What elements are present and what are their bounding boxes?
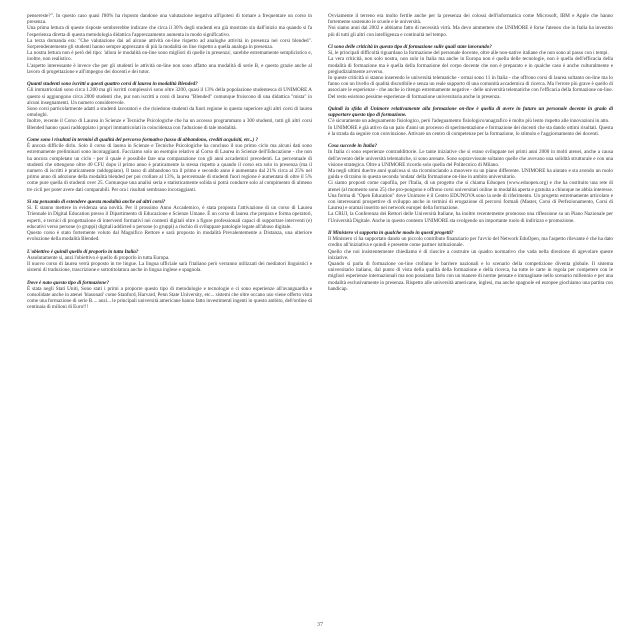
intro-block bbox=[27, 13, 312, 75]
interview-question: Quindi la sfida di Unimore relativamente alla formazione on-line è quella di avere in futuro un personale docente in grado di supportare questo tipo di formazione. bbox=[328, 106, 613, 119]
paragraph: L'aspetto interessante è invece che per gli studenti le attività on-line non sono affatto una modalità di serie B, e questo grazie anche al lavoro di progettazione e all'impegno dei docenti e dei tutor. bbox=[27, 62, 312, 75]
paragraph: Il Ministero ci ha supportato dando un piccolo contributo finanziario per l'avvio del Network EduOpen, ma l'aspetto rilevante è che ha dato credito all'iniziativa e quindi è presente come partner istituzionale. bbox=[328, 236, 613, 249]
interview-question: Quanti studenti sono iscritti a questi quattro corsi di laurea in modalità Blended? bbox=[27, 81, 198, 88]
text-columns bbox=[27, 13, 613, 317]
paragraph: Quando si parla di formazione on-line crollano le barriere nazionali e lo scenario della competizione diventa globale. Il sistema universitario italiano, dal punto di vista della qualità della formazione e della ricerca, ha tutte le carte in regola per competere con le migliori esperienze internazionali ma non possiamo farlo con un manere di norme pensate e immaginate nello scenario millennio e per una modalità esclusivamente in presenza. Rispetto alle università americane, inglesi, ma anche spagnole ed europee giochiamo una partita con handicap. bbox=[328, 261, 613, 292]
paragraph: In queste criticità si stanno inserendo le università telematiche - ormai sono 11 in Italia - che offrono corsi di laurea soltanto on-line ma lo fanno con un livello di qualità discutibile e senza un reale supporto di una comunità accademica di ricerca. Ma l'errore più grave è quello di associare le esperienze - che anche io ritengo estremamente negative - delle università telematiche con l'efficacia della formazione on-line. Del resto esistono pessime esperienze di formazione universitaria anche in presenza. bbox=[328, 75, 613, 100]
paragraph: Una prima lettura di queste risposte sembrerebbe indicare che circa il 30% degli studenti era già mostrato sin dall'inizio ma quando si fa l'esperienza diretta di questa metodologia didattica l'apprezzamento aumenta in modo significativo. bbox=[27, 25, 312, 38]
paragraph: Ci siamo proposti come capofila, per l'Italia, di un progetto che si chiama Eduopen (www.eduopen.org) e che ha costituito una rete di atenei (al momento sono 25) che pro-pongono e offrono corsi universitari online in modalità aperta e gratuita a chiunque ne abbia interesse. Una forma di "Open Education" dove Unimore è il Centro EDUNOVA sono la sede di riferimento. Un progetto estremamente articolato e con interessanti prospettive di sviluppo anche in termini di erogazione di percorsi formali (Master, Corsi di Perfezionamento, Corsi di Laurea) e oramai inserito nei network europei della formazione. bbox=[328, 180, 614, 212]
qa-section bbox=[328, 106, 613, 137]
qa-section bbox=[27, 81, 312, 131]
paragraph: In UNIMORE è già attivo da un paio d'anni un processo di sperimentazione e formazione dei docenti che sta dando ottimi risultati. Questa è la strada da seguire con convinzione. Attivare un centro di competenze per la formazione, lo stimolo e l'aggiornamento dei docenti. bbox=[328, 124, 613, 137]
paragraph: C'è sicuramente un adeguamento fisiologico, però l'adeguamento fisiologico/anagrafico è molto più lento rispetto alle innovazioni in atto. bbox=[328, 118, 610, 125]
interview-question: Il Ministero vi supporta in qualche modo in questi progetti? bbox=[328, 230, 454, 237]
qa-section bbox=[27, 280, 312, 311]
paragraph: È stata negli Stati Uniti, Sono stati i primi a proporre questo tipo di metodologie e tecnologie e ci sono esperienze all'avanguardia e consolidate anche in atenei 'blasonati' come Stanford, Harvard, Penn State University, etc... sistemi che oltre occano uso viene offerto vista come una formazione di serie B.... anzi... le principali università americane hanno fatto investimenti ingenti in questo ambito, dell'ordine di centinaia di milioni di Euro!!! bbox=[27, 285, 312, 311]
paragraph: Assolutamente sì, anzi l'obiettivo è quello di proporlo in tutta Europa. bbox=[27, 254, 170, 261]
interview-question: Cosa succede in Italia? bbox=[328, 143, 377, 150]
paragraph: In Italia ci sono esperienze contraddittorie. Le tante iniziative che si erano sviluppate nei primi anni 2000 in molti atenei, anche a causa dell'avvento delle università telematiche, si sono arenate. Sono sopravvissute soltanto quelle che avevano una solidità strutturale e con una visione strategica. Oltre a UNIMORE ricordo solo quella del Politecnico di Milano. bbox=[328, 149, 613, 168]
paragraph: La nostra lettura non è però del tipo: 'allora le modalità on-line sono migliori di quelle in presenza', sarebbe estremamente semplicistico e, inoltre, non realistico. bbox=[27, 50, 312, 63]
intro-block bbox=[328, 13, 613, 38]
qa-section bbox=[328, 44, 613, 100]
paragraph: Gli immatricolati sono circa 1.200 ma gli iscritti complessivi sono oltre 3200, quasi il 13% della popolazione studentesca di UNIMORE A questo si aggiungono circa 2000 studenti che, pur non iscritti a corsi di laurea "Blended" comunque fruiscono di una didattica "mista" in alcuni insegnamenti. Un numero considerevole. bbox=[27, 87, 312, 106]
paragraph: Sono corsi particolarmente adatti a studenti lavoratori e che risiedono studenti da fuori regione in questo superiore agli altri corsi di laurea omologhi. bbox=[27, 106, 312, 119]
interview-question: Dove è nato questo tipo di formazione? bbox=[27, 279, 109, 286]
qa-section bbox=[27, 199, 312, 242]
qa-section bbox=[27, 249, 312, 274]
paragraph: Ovviamente il terreno era molto fertile anche per la presenza dei colossi dell'informatica come Microsoft, IBM e Apple che hanno fortemente sostenuto le scuole e le università. bbox=[328, 13, 613, 26]
paragraph: La vera criticità, non solo nostra, non solo in Italia ma anche in Europa non è quella delle tecnologie, non è quella dell'efficacia della modalità di formazione ma è quella della formazione del corpo docente che non è preparato e in qualche caso è anche culturalmente e pregiudizialmente avverso. bbox=[328, 56, 613, 75]
paragraph: Sì, le principali difficoltà riguardano la formazione del personale docente, oltre alle non-native italiane che non sono al passo con i tempi. bbox=[328, 50, 609, 57]
interview-question: Ci sono delle criticità in questo tipo di formazione sulle quali state lavorando? bbox=[328, 44, 492, 50]
paragraph: È ancora difficile dirlo. Solo il corso di laurea in Scienze e Tecniche Psicologiche ha concluso il suo primo ciclo ma alcuni dati sono estremamente preliminari sono incoraggianti. Facciamo solo un esempio relativo al Corso di Laurea in Scienze dell'Educazione - che non ha ancora completato un ciclo - per il quale è possibile fare una comparazione con gli anni accademici precedenti. La percentuale di studenti che ottengono oltre 40 CFU dopo il primo anno è praticamente la stessa rispetto a quando il corso era solo in presenza (ma il numero di iscritti è praticamente raddoppiato). Il tasso di abbandono tra il primo e secondo anno è aumentato dal 21% circa al 25% nel primo anno di adozione della modalità blended per poi crollare al 13%, la percentuale di studenti fuori regione è aumentata di oltre il 5% come pure quella di studenti over 25. Comunque una analisi seria e statisticamente solida si potrà condurre solo al compimento di almeno tre cicli per poter avere dati comparabili. Per ora i risultati sembrano incoraggianti. bbox=[27, 143, 312, 193]
paragraph: Inoltre, recente il Corso di Laurea in Scienze e Tecniche Psicologiche che ha un accesso programmato a 300 studenti, tutti gli altri corsi Blended hanno quasi raddoppiato i propri immatricolati in coincidenza con l'adozione di tale modalità. bbox=[27, 118, 312, 131]
page-number: 37 bbox=[317, 622, 323, 628]
paragraph: Noi siamo anni dal 2002 e abbiamo fatto di necessità virtù. Ma devo ammettere che UNIMORE è forse l'ateneo che in Italia ha investito più di tutti gli altri con intelligenza e continuità nel tempo. bbox=[328, 25, 613, 38]
right-column bbox=[328, 13, 613, 317]
paragraph: Sì. E stanno mettere in evidenza una novità. Per il prossimo Anno Accademico, è stata proposta l'attivazione di un corso di Laurea Triennale in Digital Education presso il Dipartimento di Educazione e Scienze Umane. È un corso di laurea che prepara e forma operatori, esperti, e tecnici di progettazione di interventi formativi nei contesti digitali oltre a figure professionali capaci di supportare interventi (e) educativi verso persone (o gruppi) digitali addicted o persone (o gruppi) a rischio di sviluppare patologie legate all'abuso digitale. bbox=[27, 205, 312, 230]
left-column bbox=[27, 13, 312, 317]
interview-question: Si sta pensando di estendere questa modalità anche ad altri corsi? bbox=[27, 199, 166, 206]
paragraph: pensereste?". In questo caso quasi l'80% ha risposto dandone una valutazione negativa all'ipotesi di tornare a frequentare un corso in presenza. bbox=[27, 13, 312, 26]
paragraph: La terza domanda era: "Che valutazione dai ad alcune attività on-line rispetto ad analoghe attività in presenza nei corsi blended". Sorprendentemente gli studenti hanno sempre apprezzato di più la modalità on line rispetto a quella analoga in presenza. bbox=[27, 37, 312, 51]
interview-question: Come sono i risultati in termini di qualità del percorso formativo (tasso di abbandono, crediti acquisiti, etc..) ? bbox=[27, 137, 258, 144]
interview-question: L'obiettivo è quindi quello di proporlo in tutta Italia? bbox=[27, 248, 139, 255]
paragraph: Quello che noi insistentemente chiediamo è di riuscire a costruire un quadro normativo che vada nella direzione di agevolare queste iniziative. bbox=[328, 248, 613, 261]
paragraph: La CRUI, la Conferenza dei Rettori delle Università Italiane, ha inoltre recentemente promosso una riflessione su un Piano Nazionale per l'Università Digitale. Anche in questo contesto UNIMORE sta svolgendo un importante ruolo di indirizzo e promozione. bbox=[328, 211, 613, 224]
paragraph: Questo corso è stato fortemente voluto dal Magnifico Rettore e sarà proposto in modalità Prevalentemente a Distanza, una ulteriore evoluzione della modalità Blended. bbox=[27, 230, 312, 243]
paragraph: Ma negli ultimi due/tre anni qualcosa si sta ricominciando a muovere su un piano differente. UNIMORE ha aiutato e sta avendo un ruolo guida e di traino in questa seconda 'ondata' della formazione on-line in ambito universitario. bbox=[328, 168, 613, 181]
qa-section bbox=[328, 230, 613, 292]
qa-section bbox=[328, 143, 613, 224]
paragraph: Il nuovo corso di laurea verrà proposto in tre lingue. La lingua ufficiale sarà l'italiano però verranno utilizzati dei mediatori linguistici e sistemi di traduzione, trascrizione e sottotitolatura anche in lingua inglese e spagnola. bbox=[27, 261, 312, 274]
qa-section bbox=[27, 137, 312, 193]
